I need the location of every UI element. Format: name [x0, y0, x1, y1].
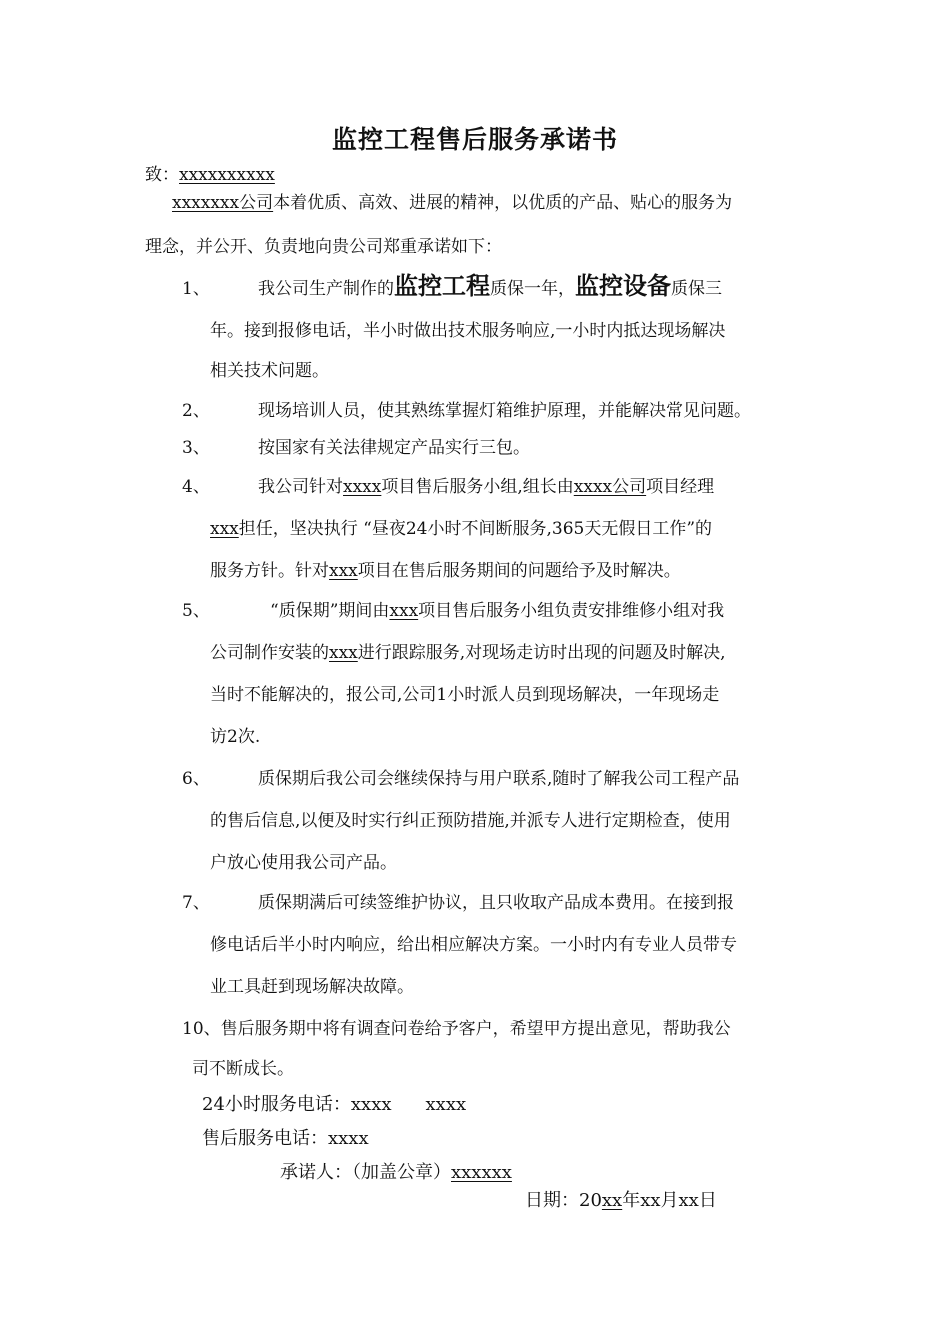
item-10-text: 售后服务期中将有调查问卷给予客户，希望甲方提出意见，帮助我公	[220, 1019, 731, 1039]
item-10-line-2: 司不断成长。	[192, 1059, 294, 1079]
item-7-line-1: 质保期满后可续签维护协议，且只收取产品成本费用。在接到报	[258, 893, 734, 913]
item-4-project-name: xxxx	[343, 477, 382, 497]
item-4-text-line3-a: 服务方针。针对	[210, 561, 329, 581]
item-1-emphasis-equipment: 监控设备	[575, 272, 671, 300]
item-4-company-name: xxxx公司	[573, 477, 647, 497]
item-7-line-2: 修电话后半小时内响应，给出相应解决方案。一小时内有专业人员带专	[210, 935, 737, 955]
item-1-text-e: 质保三	[671, 279, 722, 299]
item-5-line-1	[270, 596, 724, 621]
item-5-text-line2-a: 公司制作安装的	[210, 643, 329, 663]
item-1-text-a: 我公司生产制作的	[258, 279, 394, 299]
recipient-label: 致：	[145, 165, 179, 185]
date-rest: 年xx月xx日	[622, 1190, 717, 1211]
item-5-line-3: 当时不能解决的，报公司,公司1小时派人员到现场解决，一年现场走	[210, 685, 720, 705]
promisor-line	[280, 1158, 512, 1184]
hotline-line	[202, 1090, 466, 1116]
date-line	[525, 1186, 717, 1212]
recipient-line	[145, 160, 275, 185]
item-10-number: 10、	[182, 1019, 221, 1039]
hotline-number-2: xxxx	[425, 1094, 467, 1115]
item-1-line-3: 相关技术问题。	[210, 361, 329, 381]
item-4-manager-name: xxx	[210, 519, 239, 539]
intro-line-2: 理念，并公开、负责地向贵公司郑重承诺如下：	[145, 237, 502, 257]
intro-text-1: 本着优质、高效、进展的精神，以优质的产品、贴心的服务为	[273, 193, 733, 213]
item-4-text-line3-c: 项目在售后服务期间的问题给予及时解决。	[357, 561, 681, 581]
item-1-line-1	[258, 266, 722, 301]
item-6-line-2: 的售后信息,以便及时实行纠正预防措施,并派专人进行定期检查，使用	[210, 811, 731, 831]
item-4-line-3	[210, 556, 681, 581]
item-6-line-1: 质保期后我公司会继续保持与用户联系,随时了解我公司工程产品	[258, 769, 740, 789]
item-6-number: 6、	[182, 769, 210, 789]
service-phone-label: 售后服务电话：	[202, 1128, 328, 1149]
item-3-number: 3、	[182, 438, 210, 458]
hotline-number-1: xxxx	[350, 1094, 392, 1115]
item-4-project-ref: xxx	[329, 561, 358, 581]
recipient-name: xxxxxxxxxx	[179, 165, 275, 185]
promisor-label: 承诺人：（加盖公章）	[280, 1162, 451, 1183]
service-phone-number: xxxx	[328, 1128, 369, 1149]
item-5-project-ref: xxx	[389, 601, 419, 621]
item-1-text-c: 质保一年，	[490, 279, 575, 299]
item-3-line-1: 按国家有关法律规定产品实行三包。	[258, 438, 530, 458]
item-6-line-3: 户放心使用我公司产品。	[210, 853, 397, 873]
document-title: 监控工程售后服务承诺书	[331, 125, 618, 154]
item-4-text-e: 项目经理	[646, 477, 715, 497]
item-5-text-line2-c: 进行跟踪服务,对现场走访时出现的问题及时解决,	[357, 643, 726, 663]
item-4-line-2	[210, 514, 712, 539]
item-5-text-c: 项目售后服务小组负责安排维修小组对我	[418, 601, 725, 621]
promisor-name: xxxxxx	[451, 1162, 512, 1183]
company-name: xxxxxxx公司	[172, 193, 274, 213]
item-7-line-3: 业工具赶到现场解决故障。	[210, 977, 414, 997]
item-10-line-1	[182, 1014, 731, 1039]
item-4-text-a: 我公司针对	[258, 477, 343, 497]
item-5-number: 5、	[182, 601, 210, 621]
item-4-line-1	[258, 472, 714, 497]
date-year: xx	[601, 1190, 623, 1211]
service-phone-line	[202, 1124, 369, 1150]
intro-line-1	[172, 188, 732, 213]
item-4-text-line2: 担任，坚决执行 “昼夜24小时不间断服务,365天无假日工作”的	[238, 519, 713, 539]
item-2-number: 2、	[182, 401, 210, 421]
item-7-number: 7、	[182, 893, 210, 913]
item-5-install-ref: xxx	[329, 643, 358, 663]
item-1-number: 1、	[182, 279, 210, 299]
item-2-line-1: 现场培训人员，使其熟练掌握灯箱维护原理，并能解决常见问题。	[258, 401, 751, 421]
item-1-line-2: 年。接到报修电话，半小时做出技术服务响应,一小时内抵达现场解决	[210, 321, 726, 341]
item-5-text-a: “质保期”期间由	[270, 601, 390, 621]
item-4-number: 4、	[182, 477, 210, 497]
hotline-label: 24小时服务电话：	[202, 1094, 351, 1115]
item-5-line-2	[210, 638, 726, 663]
date-prefix: 日期：20	[525, 1190, 602, 1211]
item-4-text-c: 项目售后服务小组,组长由	[381, 477, 574, 497]
item-1-emphasis-project: 监控工程	[394, 272, 490, 300]
item-5-line-4: 访2次.	[210, 727, 261, 747]
